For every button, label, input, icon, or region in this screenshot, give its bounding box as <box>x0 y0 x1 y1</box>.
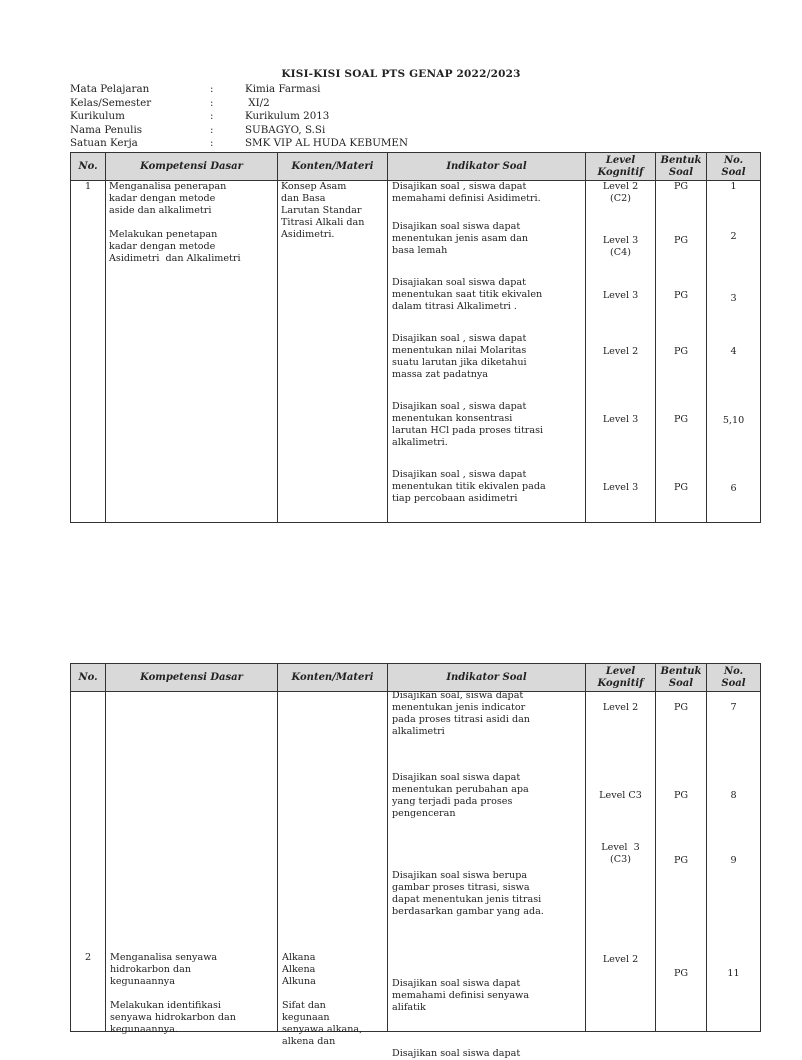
level-value: Level 3 <box>602 414 639 425</box>
table-header-row <box>71 664 761 692</box>
table-row <box>71 692 761 1032</box>
indikator-item: Disajikan soal siswa dapat <box>392 1048 521 1059</box>
level-value: Level 3 (C4) <box>602 235 639 258</box>
bentuk-value: PG <box>673 290 689 301</box>
meta-label-satuan-kerja: Satuan Kerja <box>70 137 138 149</box>
meta-colon: : <box>210 83 214 95</box>
level-value: Level 3 <box>602 290 639 301</box>
meta-value-mata-pelajaran: Kimia Farmasi <box>245 83 321 95</box>
header-indikator-soal: Indikator Soal <box>388 153 586 181</box>
indikator-item: Disajikan soal, siswa dapat menentukan jenis indicator pada proses titrasi asidi dan alkalimetri <box>392 690 530 737</box>
level-value: Level 2 <box>602 702 639 713</box>
meta-label-nama-penulis: Nama Penulis <box>70 123 143 136</box>
header-no: No. <box>71 664 106 692</box>
bentuk-value: PG <box>673 346 689 357</box>
no-soal-value: 5,10 <box>722 415 745 426</box>
indikator-item: Disajikan soal siswa dapat memahami definisi senyawa alifatik <box>392 978 530 1013</box>
meta-label-kelas-semester: Kelas/Semester <box>70 96 152 109</box>
indikator-item: Disajiakan soal siswa dapat menentukan saat titik ekivalen dalam titrasi Alkalimetri . <box>392 277 543 312</box>
header-konten-materi: Konten/Materi <box>278 664 388 692</box>
no-soal-value: 1 <box>730 181 737 192</box>
header-no: No. <box>71 153 106 181</box>
header-level-kognitif: Level Kognitif <box>586 664 656 692</box>
header-kompetensi-dasar: Kompetensi Dasar <box>106 153 278 181</box>
no-soal-cell <box>707 692 761 1032</box>
header-konten-materi: Konten/Materi <box>278 153 388 181</box>
no-soal-value: 11 <box>727 968 740 979</box>
kisi-table-page-1 <box>70 152 761 523</box>
no-soal-value: 6 <box>730 483 737 494</box>
no-soal-value: 8 <box>730 790 737 801</box>
no-soal-value: 9 <box>730 855 737 866</box>
indikator-item: Disajikan soal , siswa dapat menentukan nilai Molaritas suatu larutan jika diketahui massa zat padatnya <box>392 333 527 380</box>
indikator-item: Disajikan soal siswa dapat menentukan jenis asam dan basa lemah <box>392 221 529 256</box>
header-indikator-soal: Indikator Soal <box>388 664 586 692</box>
document-title: KISI-KISI SOAL PTS GENAP 2022/2023 <box>281 68 521 80</box>
bentuk-value: PG <box>673 702 689 713</box>
header-bentuk-soal: Bentuk Soal <box>656 664 707 692</box>
meta-value-satuan-kerja: SMK VIP AL HUDA KEBUMEN <box>245 137 408 149</box>
no-soal-cell <box>707 181 761 523</box>
bentuk-soal-cell <box>656 692 707 1032</box>
header-kompetensi-dasar: Kompetensi Dasar <box>106 664 278 692</box>
meta-value-kurikulum: Kurikulum 2013 <box>245 110 330 122</box>
bentuk-value: PG <box>673 855 689 866</box>
indikator-soal-cell <box>388 181 586 523</box>
konten-materi-cell: Konsep Asam dan Basa Larutan Standar Titrasi Alkali dan Asidimetri. <box>278 181 388 523</box>
bentuk-soal-cell <box>656 181 707 523</box>
header-no-soal: No. Soal <box>707 153 761 181</box>
no-soal-value: 3 <box>730 293 737 304</box>
bentuk-value: PG <box>673 790 689 801</box>
no-soal-value: 4 <box>730 346 737 357</box>
header-level-kognitif: Level Kognitif <box>586 153 656 181</box>
meta-colon: : <box>210 137 214 149</box>
indikator-item: Disajikan soal siswa dapat menentukan perubahan apa yang terjadi pada proses pengenceran <box>392 772 529 819</box>
level-value: Level 2 <box>602 346 639 357</box>
no-soal-value: 7 <box>730 702 737 713</box>
header-no-soal: No. Soal <box>707 664 761 692</box>
bentuk-value: PG <box>673 414 689 425</box>
bentuk-value: PG <box>673 482 689 493</box>
indikator-item: Disajikan soal , siswa dapat menentukan konsentrasi larutan HCl pada proses titrasi alkalimetri. <box>392 401 544 448</box>
meta-colon: : <box>210 96 214 109</box>
level-value: Level C3 <box>599 790 642 801</box>
konten-materi-cell: Alkana Alkena Alkuna Sifat dan kegunaan senyawa alkana, alkena dan <box>278 692 388 1032</box>
bentuk-value: PG <box>673 235 689 246</box>
header-bentuk-soal: Bentuk Soal <box>656 153 707 181</box>
meta-value-kelas-semester: XI/2 <box>245 96 270 109</box>
indikator-item: Disajikan soal siswa berupa gambar proses titrasi, siswa dapat menentukan jenis titrasi berdasarkan gambar yang ada. <box>392 870 544 917</box>
row-number: 2 <box>71 692 106 1032</box>
bentuk-value: PG <box>673 181 689 192</box>
meta-colon: : <box>210 110 214 122</box>
meta-label-mata-pelajaran: Mata Pelajaran <box>70 83 150 95</box>
level-value: Level 2 (C2) <box>602 181 639 204</box>
meta-label-kurikulum: Kurikulum <box>70 110 125 122</box>
level-value: Level 3 <box>602 482 639 493</box>
level-kognitif-cell <box>586 692 656 1032</box>
table-row <box>71 181 761 523</box>
table-header-row <box>71 153 761 181</box>
row-number: 1 <box>71 181 106 523</box>
level-value: Level 2 <box>602 954 639 965</box>
no-soal-value: 2 <box>730 231 737 242</box>
meta-value-nama-penulis: SUBAGYO, S.Si <box>245 123 326 136</box>
kompetensi-dasar-cell: Menganalisa senyawa hidrokarbon dan kegunaannya Melakukan identifikasi senyawa hidrokarbon dan kegunaannya. <box>106 692 278 1032</box>
bentuk-value: PG <box>673 968 689 979</box>
kompetensi-dasar-cell: Menganalisa penerapan kadar dengan metode aside dan alkalimetri Melakukan penetapan kadar dengan metode Asidimetri dan Alkalimetri <box>106 181 278 523</box>
level-kognitif-cell <box>586 181 656 523</box>
indikator-item: Disajikan soal , siswa dapat menentukan titik ekivalen pada tiap percobaan asidimetri <box>392 469 546 504</box>
indikator-item: Disajikan soal , siswa dapat memahami definisi Asidimetri. <box>392 181 541 204</box>
kisi-table-page-2 <box>70 663 761 1059</box>
meta-colon: : <box>210 123 214 136</box>
indikator-soal-cell <box>388 690 586 1059</box>
level-value: Level 3 (C3) <box>601 842 640 865</box>
